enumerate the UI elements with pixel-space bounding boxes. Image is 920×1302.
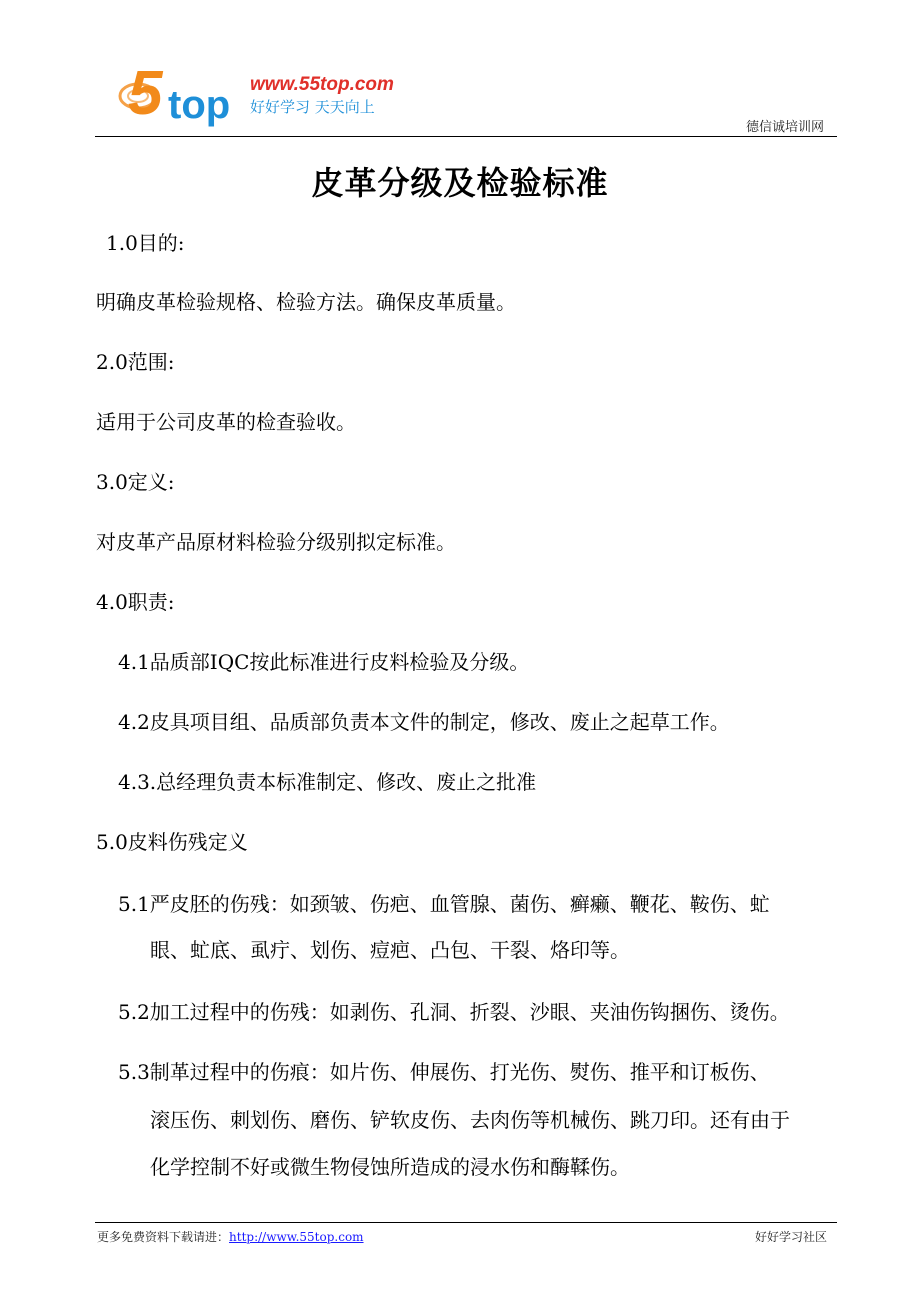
item-5-2: 5.2加工过程中的伤残：如剥伤、孔洞、折裂、沙眼、夹油伤钩捆伤、烫伤。 xyxy=(118,1000,790,1024)
footer-prompt: 更多免费资料下载请进： xyxy=(97,1230,230,1244)
item-5-3-line-3: 化学控制不好或微生物侵蚀所造成的浸水伤和酶鞣伤。 xyxy=(150,1155,630,1179)
header-divider xyxy=(95,136,837,137)
item-4-2: 4.2皮具项目组、品质部负责本文件的制定，修改、废止之起草工作。 xyxy=(118,710,730,734)
section-2-heading: 2.0范围: xyxy=(96,350,175,374)
logo-slogan: 好好学习 天天向上 xyxy=(250,98,375,116)
section-1-heading: 1.0目的: xyxy=(106,231,185,255)
item-4-1: 4.1品质部IQC按此标准进行皮料检验及分级。 xyxy=(118,650,530,674)
logo-emblem xyxy=(120,59,230,128)
footer-divider xyxy=(95,1222,837,1223)
logo-url: www.55top.com xyxy=(250,74,394,95)
section-5-heading: 5.0皮料伤残定义 xyxy=(96,830,248,854)
section-2-text: 适用于公司皮革的检查验收。 xyxy=(96,410,356,434)
section-3-heading: 3.0定义: xyxy=(96,470,175,494)
item-5-3-line-1: 5.3制革过程中的伤痕：如片伤、伸展伤、打光伤、熨伤、推平和订板伤、 xyxy=(118,1060,770,1084)
section-4-heading: 4.0职责: xyxy=(96,590,175,614)
section-3-text: 对皮革产品原材料检验分级别拟定标准。 xyxy=(96,530,456,554)
item-5-3-line-2: 滚压伤、刺划伤、磨伤、铲软皮伤、去肉伤等机械伤、跳刀印。还有由于 xyxy=(150,1108,790,1132)
section-1-text: 明确皮革检验规格、检验方法。确保皮革质量。 xyxy=(96,290,516,314)
site-label: 德信诚培训网 xyxy=(745,120,824,135)
site-logo xyxy=(110,52,430,132)
footer-community: 好好学习社区 xyxy=(754,1230,827,1244)
footer-link[interactable]: http://www.55top.com xyxy=(229,1230,364,1244)
item-4-3: 4.3.总经理负责本标准制定、修改、废止之批准 xyxy=(118,770,537,794)
logo-numeral: 5 xyxy=(128,59,163,128)
logo-wordmark: top xyxy=(168,83,231,127)
footer-download-note xyxy=(97,1228,364,1245)
item-5-1-line-2: 眼、虻底、虱疔、划伤、痘疤、凸包、干裂、烙印等。 xyxy=(150,938,630,962)
document-title: 皮革分级及检验标准 xyxy=(311,164,609,202)
item-5-1-line-1: 5.1严皮胚的伤残：如颈皱、伤疤、血管腺、菌伤、癣癞、鞭花、鞍伤、虻 xyxy=(118,892,770,916)
